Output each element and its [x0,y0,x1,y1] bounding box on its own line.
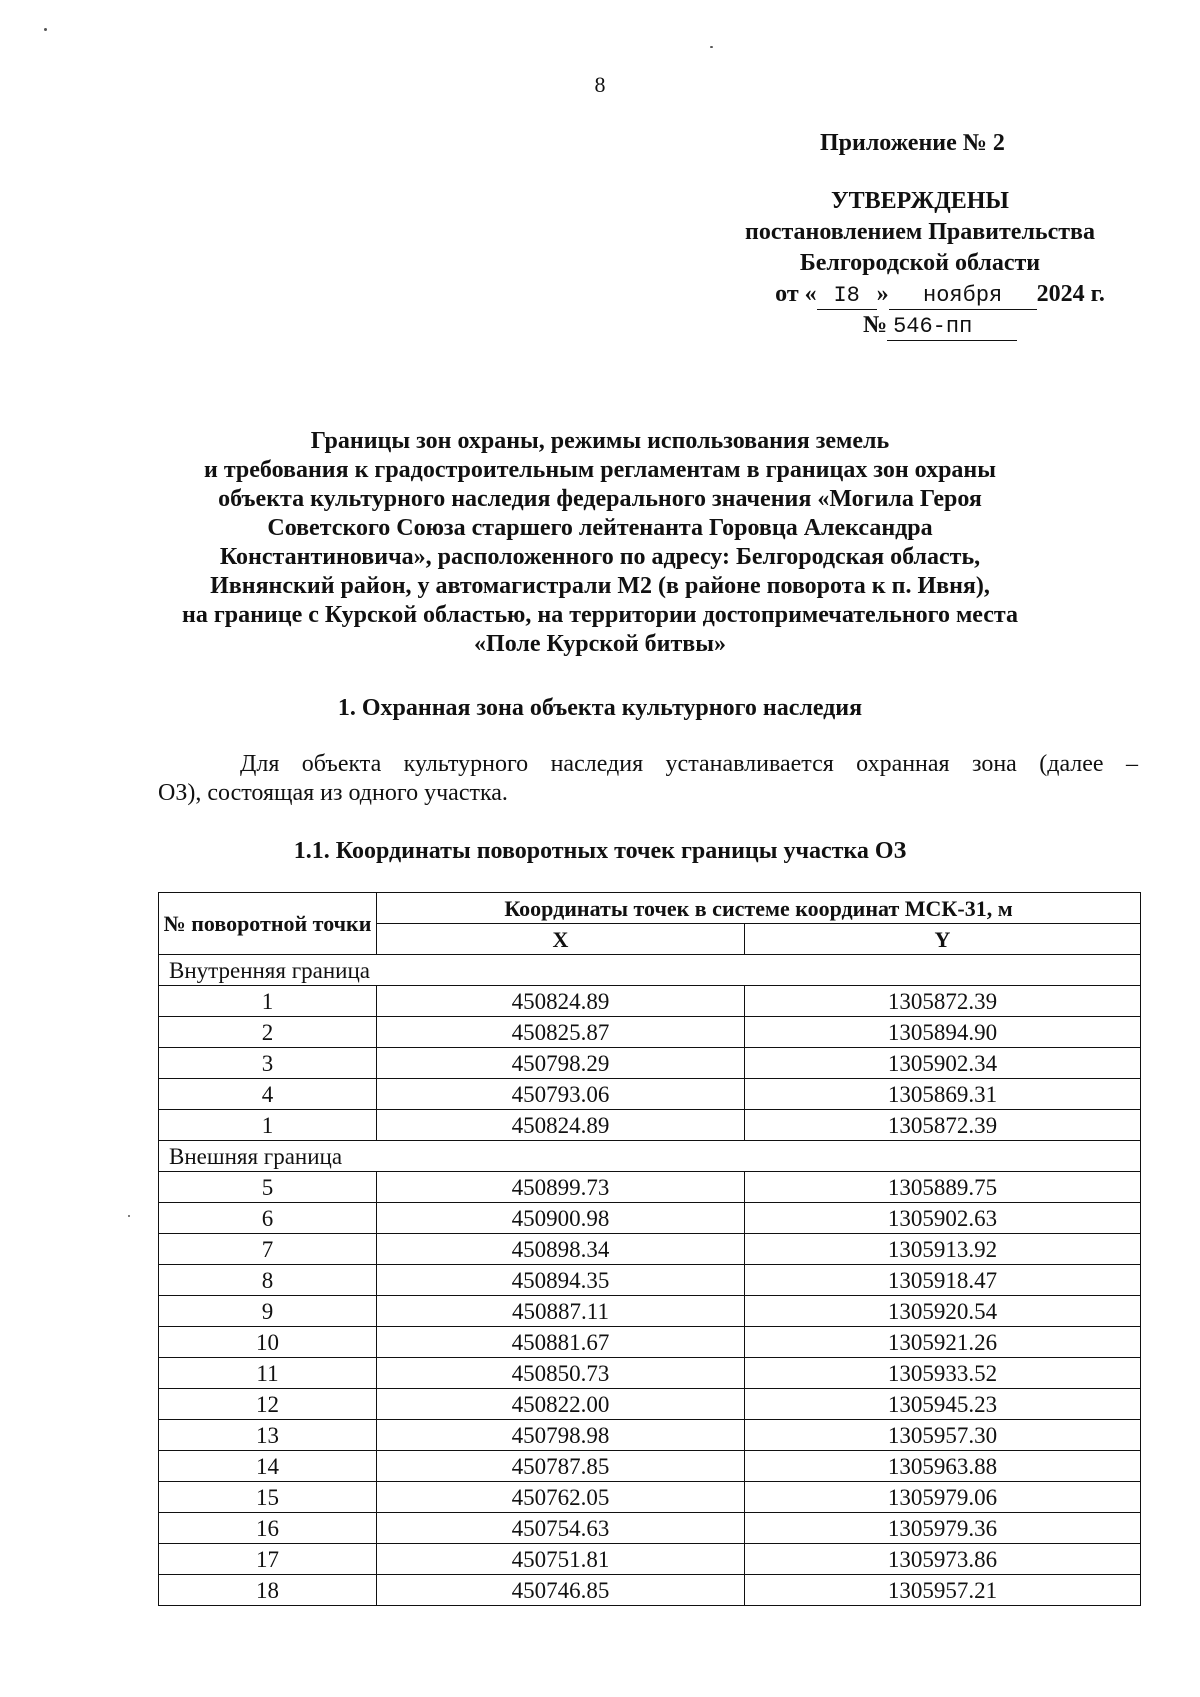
point-number-cell: 11 [159,1358,377,1389]
y-coordinate-cell: 1305889.75 [745,1172,1141,1203]
header-y: Y [745,924,1141,955]
header-coordinates: Координаты точек в системе координат МСК-31, м [377,893,1141,924]
date-year: 2024 г. [1036,281,1105,307]
point-number-cell: 7 [159,1234,377,1265]
title-line: объекта культурного наследия федерального значения «Могила Героя [218,486,982,512]
table-row [159,1513,1141,1544]
table-row [159,1048,1141,1079]
point-number-cell: 14 [159,1451,377,1482]
group-label: Внешняя граница [159,1141,1141,1172]
date-day: I8 [817,283,877,310]
y-coordinate-cell: 1305913.92 [745,1234,1141,1265]
appendix-label: Приложение № 2 [820,130,1005,156]
number-prefix: № [862,312,888,338]
table-row [159,1358,1141,1389]
title-line: Границы зон охраны, режимы использования земель [310,428,890,454]
point-number-cell: 8 [159,1265,377,1296]
x-coordinate-cell: 450887.11 [377,1296,745,1327]
y-coordinate-cell: 1305894.90 [745,1017,1141,1048]
point-number-cell: 3 [159,1048,377,1079]
point-number-cell: 15 [159,1482,377,1513]
y-coordinate-cell: 1305918.47 [745,1265,1141,1296]
y-coordinate-cell: 1305872.39 [745,1110,1141,1141]
x-coordinate-cell: 450899.73 [377,1172,745,1203]
intro-paragraph [158,750,1138,808]
table-row [159,1265,1141,1296]
table-row [159,1327,1141,1358]
scan-speck [710,46,713,48]
header-point-number: № поворотной точки [159,893,377,955]
point-number-cell: 9 [159,1296,377,1327]
y-coordinate-cell: 1305957.30 [745,1420,1141,1451]
x-coordinate-cell: 450754.63 [377,1513,745,1544]
point-number-cell: 18 [159,1575,377,1606]
group-row [159,1141,1141,1172]
approval-line-1: постановлением Правительства [744,219,1095,245]
x-coordinate-cell: 450894.35 [377,1265,745,1296]
x-coordinate-cell: 450824.89 [377,986,745,1017]
table-row [159,1389,1141,1420]
point-number-cell: 4 [159,1079,377,1110]
y-coordinate-cell: 1305963.88 [745,1451,1141,1482]
x-coordinate-cell: 450881.67 [377,1327,745,1358]
approval-block [720,186,1120,341]
approval-number [720,310,1120,341]
point-number-cell: 12 [159,1389,377,1420]
x-coordinate-cell: 450822.00 [377,1389,745,1420]
point-number-cell: 17 [159,1544,377,1575]
y-coordinate-cell: 1305979.36 [745,1513,1141,1544]
title-line: Советского Союза старшего лейтенанта Горовца Александра [267,515,933,541]
title-line: и требования к градостроительным регламентам в границах зон охраны [204,457,996,483]
title-line: на границе с Курской областью, на территории достопримечательного места [182,602,1018,628]
point-number-cell: 10 [159,1327,377,1358]
y-coordinate-cell: 1305933.52 [745,1358,1141,1389]
point-number-cell: 13 [159,1420,377,1451]
x-coordinate-cell: 450793.06 [377,1079,745,1110]
y-coordinate-cell: 1305872.39 [745,986,1141,1017]
table-row [159,1172,1141,1203]
document-number: 546-пп [887,314,1017,341]
y-coordinate-cell: 1305957.21 [745,1575,1141,1606]
coordinates-table-body [159,955,1141,1606]
scan-speck [44,28,47,31]
point-number-cell: 5 [159,1172,377,1203]
subsection-heading: 1.1. Координаты поворотных точек границы участка ОЗ [293,838,907,864]
x-coordinate-cell: 450762.05 [377,1482,745,1513]
x-coordinate-cell: 450798.98 [377,1420,745,1451]
x-coordinate-cell: 450850.73 [377,1358,745,1389]
y-coordinate-cell: 1305979.06 [745,1482,1141,1513]
title-line: Константиновича», расположенного по адресу: Белгородская область, [219,544,981,570]
intro-line-1: Для объекта культурного наследия устанавливается охранная зона (далее – [240,751,1138,777]
group-row [159,955,1141,986]
table-row [159,1017,1141,1048]
y-coordinate-cell: 1305869.31 [745,1079,1141,1110]
point-number-cell: 1 [159,986,377,1017]
x-coordinate-cell: 450746.85 [377,1575,745,1606]
table-row [159,1296,1141,1327]
table-row [159,1234,1141,1265]
point-number-cell: 16 [159,1513,377,1544]
table-row [159,1110,1141,1141]
point-number-cell: 1 [159,1110,377,1141]
y-coordinate-cell: 1305920.54 [745,1296,1141,1327]
table-row [159,1451,1141,1482]
table-row [159,1482,1141,1513]
section-heading: 1. Охранная зона объекта культурного наследия [337,695,863,721]
y-coordinate-cell: 1305921.26 [745,1327,1141,1358]
point-number-cell: 2 [159,1017,377,1048]
approval-date [720,279,1120,310]
x-coordinate-cell: 450798.29 [377,1048,745,1079]
date-mid: » [876,281,889,307]
date-prefix: от « [775,281,817,307]
y-coordinate-cell: 1305945.23 [745,1389,1141,1420]
page-number: 8 [594,72,606,97]
document-title [140,427,1060,659]
header-x: X [377,924,745,955]
title-line: «Поле Курской битвы» [474,631,726,657]
table-row [159,1420,1141,1451]
table-row [159,1544,1141,1575]
date-month: ноября [889,283,1037,310]
table-row [159,1079,1141,1110]
x-coordinate-cell: 450787.85 [377,1451,745,1482]
approval-heading: УТВЕРЖДЕНЫ [831,188,1009,214]
title-line: Ивнянский район, у автомагистрали М2 (в районе поворота к п. Ивня), [210,573,990,599]
y-coordinate-cell: 1305902.34 [745,1048,1141,1079]
x-coordinate-cell: 450898.34 [377,1234,745,1265]
table-row [159,1203,1141,1234]
table-row [159,986,1141,1017]
coordinates-table [158,892,1141,1606]
intro-line-2: ОЗ), состоящая из одного участка. [158,780,508,806]
x-coordinate-cell: 450824.89 [377,1110,745,1141]
y-coordinate-cell: 1305902.63 [745,1203,1141,1234]
y-coordinate-cell: 1305973.86 [745,1544,1141,1575]
table-row [159,1575,1141,1606]
x-coordinate-cell: 450900.98 [377,1203,745,1234]
x-coordinate-cell: 450751.81 [377,1544,745,1575]
x-coordinate-cell: 450825.87 [377,1017,745,1048]
group-label: Внутренняя граница [159,955,1141,986]
point-number-cell: 6 [159,1203,377,1234]
scan-speck [128,1215,130,1217]
approval-line-2: Белгородской области [799,250,1041,276]
